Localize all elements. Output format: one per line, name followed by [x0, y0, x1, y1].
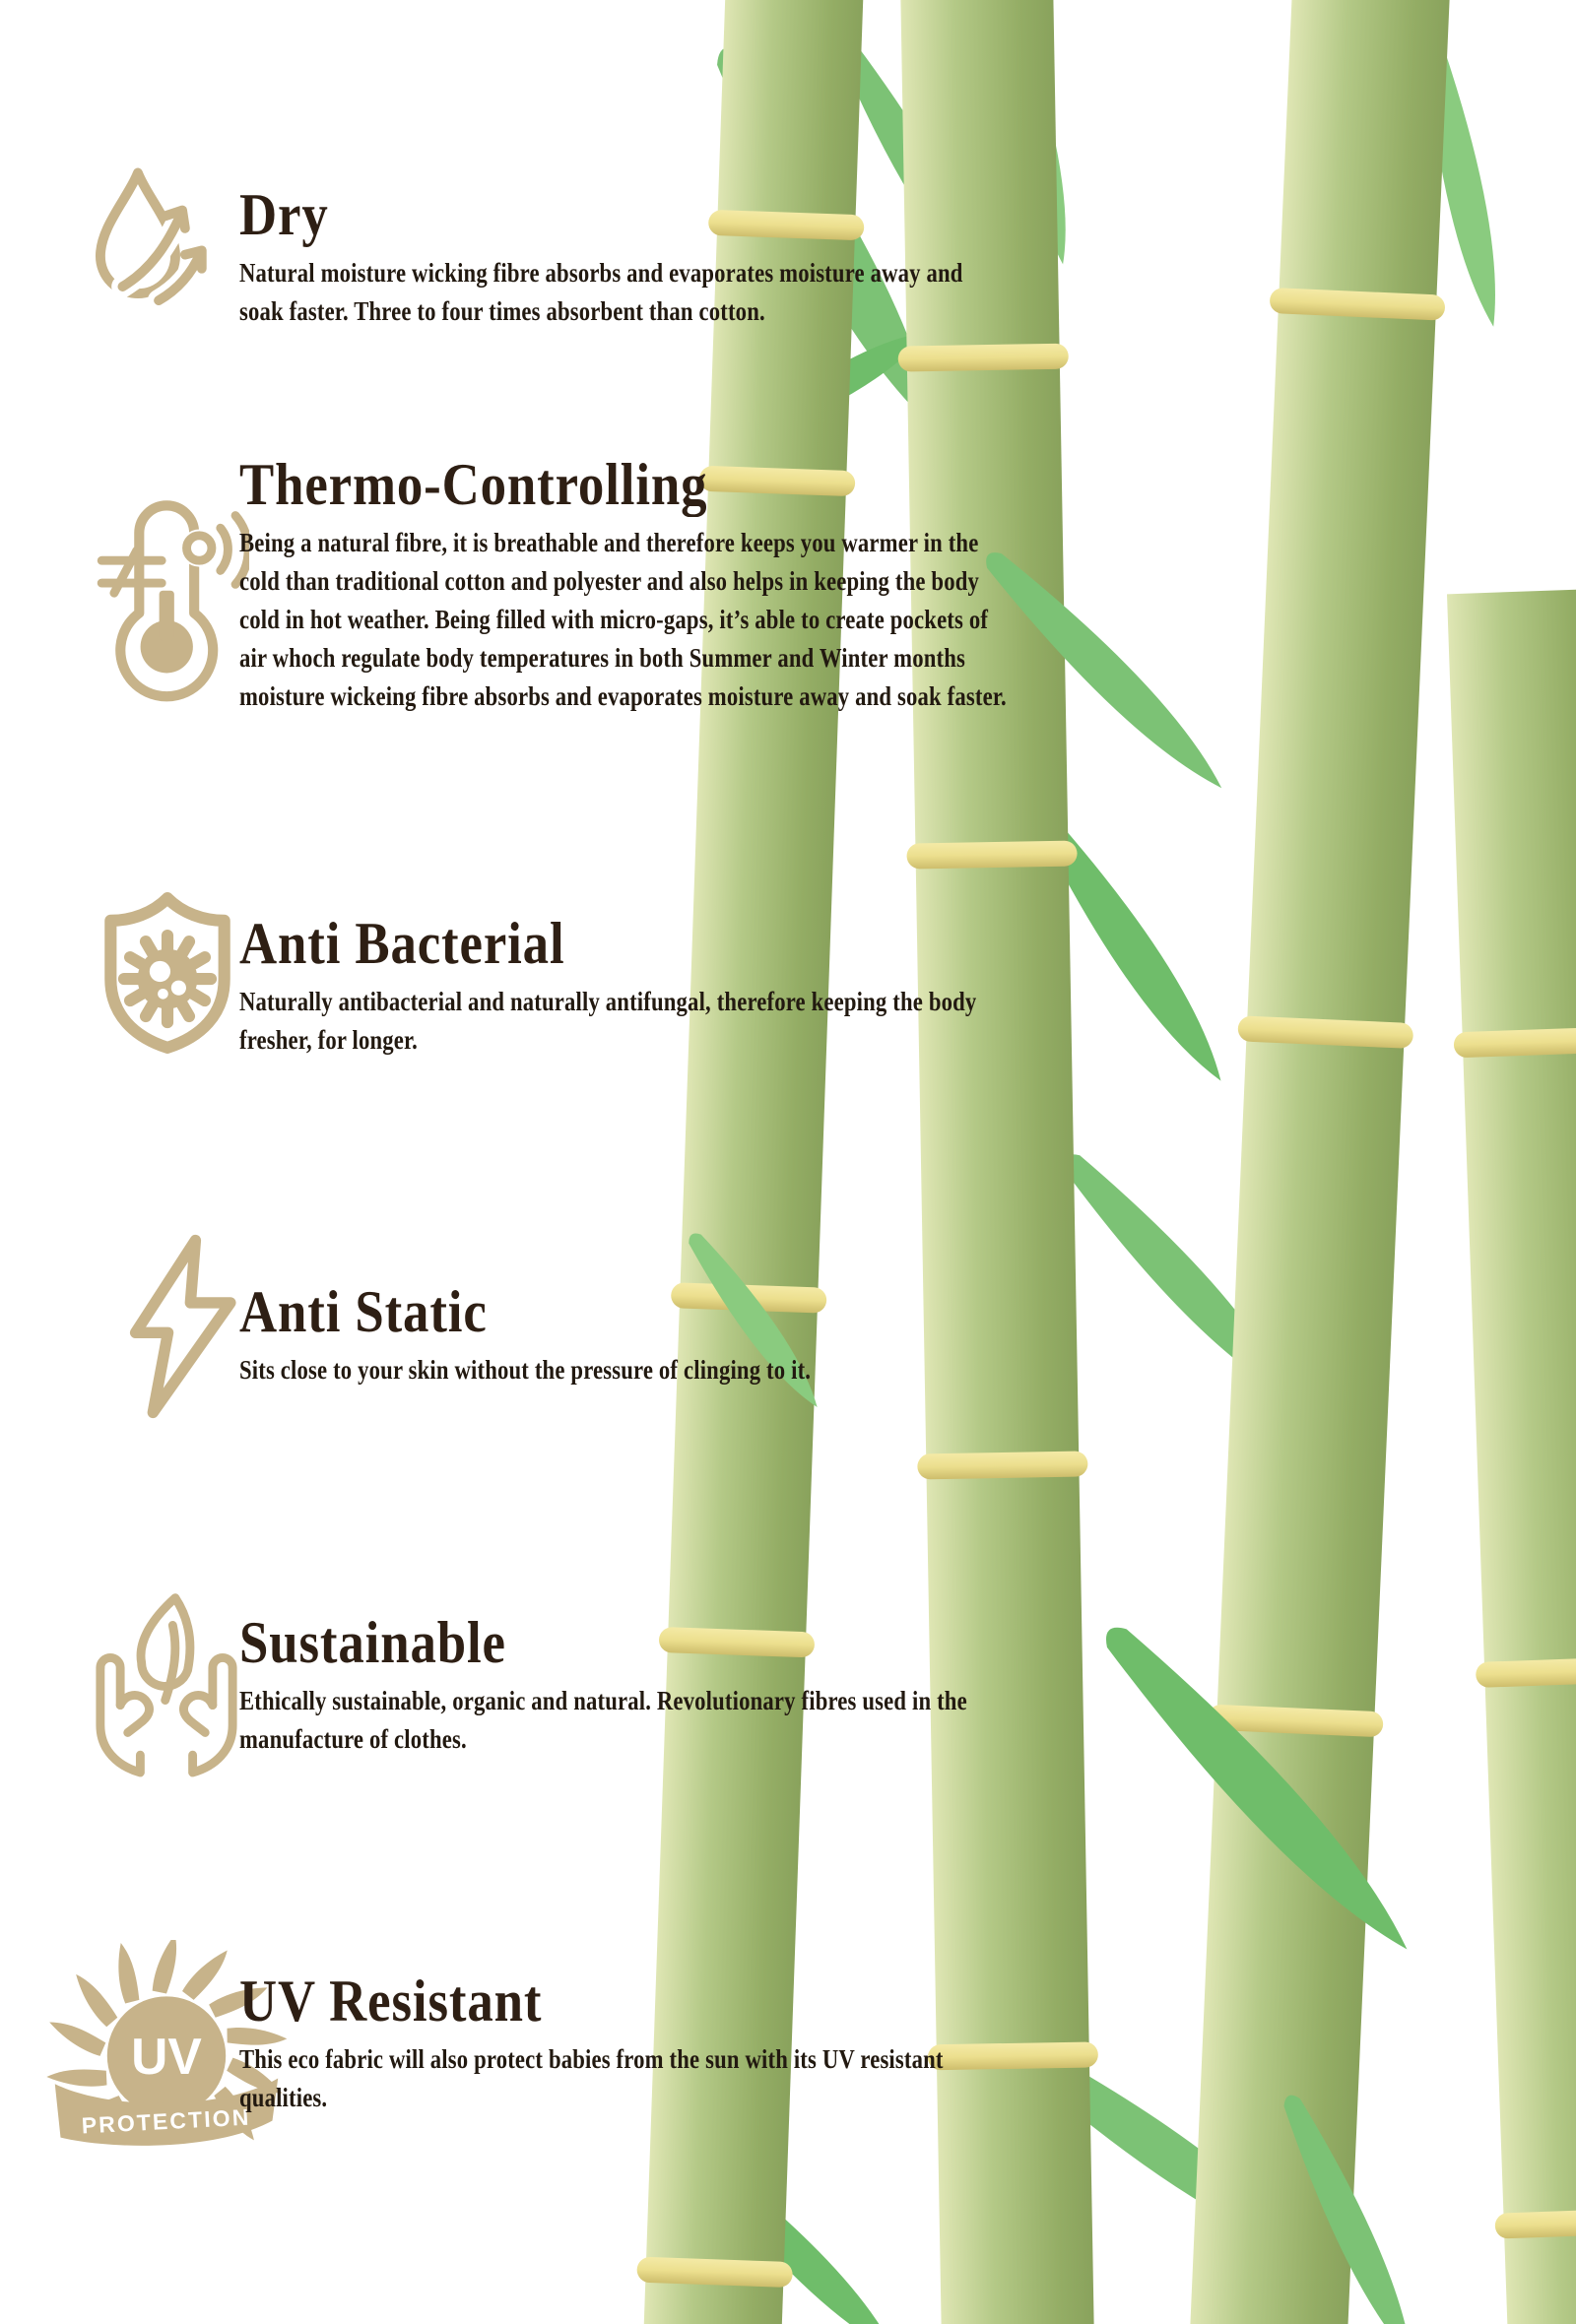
uv-protection-label: PROTECTION — [81, 2103, 252, 2139]
section-description: Naturally antibacterial and naturally antifungal, therefore keeping the body fresher, for longer. — [239, 987, 977, 1055]
section-title: UV Resistant — [239, 1969, 543, 2034]
section-description: Sits close to your skin without the pressure of clinging to it. — [239, 1355, 812, 1385]
thermometer-icon — [87, 479, 249, 715]
section-description: Being a natural fibre, it is breathable and therefore keeps you warmer in the cold than traditional cotton and polyester and also helps in keeping the body cold in hot weather. Being filled with micro-gaps, it’s able to create pockets of air whoch regulate body temperatures in both Summer and Winter months moisture wickeing fibre absorbs and evaporates moisture away and soak faster. — [239, 528, 1007, 711]
hands-leaf-icon — [73, 1576, 260, 1792]
drop-arrows-icon — [84, 163, 236, 316]
lightning-bolt-icon — [110, 1233, 258, 1425]
section-title: Anti Static — [239, 1279, 488, 1344]
section-title: Dry — [239, 182, 329, 247]
shield-germ-icon — [89, 889, 246, 1062]
bamboo-node-ring — [636, 2257, 793, 2288]
section-description: Ethically sustainable, organic and natural. Revolutionary fibres used in the manufacture of clothes. — [239, 1686, 967, 1754]
section-description: Natural moisture wicking fibre absorbs and evaporates moisture away and soak faster. Three to four times absorbent than cotton. — [239, 258, 963, 326]
section-description: This eco fabric will also protect babies from the sun with its UV resistant qualities. — [239, 2044, 944, 2112]
section-title: Thermo-Controlling — [239, 452, 708, 517]
bamboo-node-ring — [906, 841, 1077, 870]
bamboo-node-ring — [917, 1451, 1087, 1479]
section-title: Sustainable — [239, 1610, 506, 1675]
uv-label: UV — [131, 2028, 202, 2086]
bamboo-stalk — [1438, 588, 1576, 2324]
bamboo-node-ring — [898, 344, 1069, 372]
bamboo-stalk — [1180, 0, 1460, 2324]
section-title: Anti Bacterial — [239, 911, 565, 976]
